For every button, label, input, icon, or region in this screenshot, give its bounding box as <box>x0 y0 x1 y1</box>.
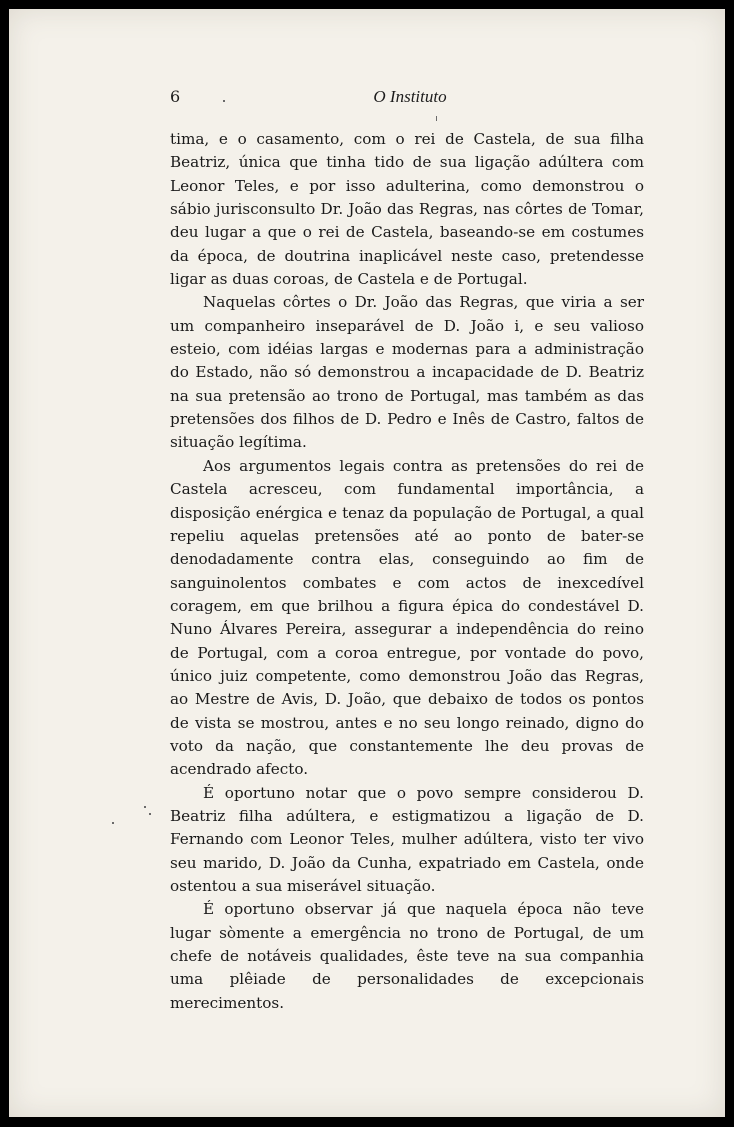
paragraph: Aos argumentos legais contra as pretensões do rei de Castela acresceu, com fundamental importância, a disposição enérgica e tenaz da população de Portugal, a qual repeliu aquelas pretensões até ao ponto de bater-se denodadamente contra elas, conseguindo ao fim de sanguinolentos combates e com actos de inexcedível coragem, em que brilhou a figura épica do condestável D. Nuno Álvares Pereira, assegurar a independência do reino de Portugal, com a coroa entregue, por vontade do povo, único juiz competente, como demonstrou João das Regras, ao Mestre de Avis, D. João, que debaixo de todos os pontos de vista se mostrou, antes e no seu longo reinado, digno do voto da nação, que constantemente lhe deu provas de acendrado afecto. <box>170 456 644 779</box>
scan-speck <box>436 116 437 121</box>
running-title: O Instituto <box>373 87 447 106</box>
paragraph: É oportuno observar já que naquela época não teve lugar sòmente a emergência no trono de Portugal, de um chefe de notáveis qualidades, êste teve na sua companhia uma plêiade de personalidades de excepcionais merecimentos. <box>170 900 644 1012</box>
scan-speck <box>144 806 146 808</box>
paragraph: tima, e o casamento, com o rei de Castela, de sua filha Beatriz, única que tinha tido de sua ligação adúltera com Leonor Teles, e por isso adulterina, como demonstrou o sábio jurisconsulto Dr. João das Regras, nas côrtes de Tomar, deu lugar a que o rei de Castela, baseando-se em costumes da época, de doutrina inaplicável neste caso, pretendesse ligar as duas coroas, de Castela e de Portugal. <box>170 130 644 289</box>
scan-speck <box>149 813 151 815</box>
page-number: 6 <box>170 87 181 106</box>
page-header <box>170 87 644 111</box>
body-text <box>170 128 644 1015</box>
paragraph: É oportuno notar que o povo sempre considerou D. Beatriz filha adúltera, e estigmatizou a ligação de D. Fernando com Leonor Teles, mulher adúltera, visto ter vivo seu marido, D. João da Cunha, expatriado em Castela, onde ostentou a sua miserável situação. <box>170 783 644 895</box>
paragraph: Naquelas côrtes o Dr. João das Regras, que viria a ser um companheiro inseparável de D. João i, e seu valioso esteio, com idéias largas e modernas para a administração do Estado, não só demonstrou a incapacidade de D. Beatriz na sua pretensão ao trono de Portugal, mas também as das pretensões dos filhos de D. Pedro e Inês de Castro, faltos de situação legítima. <box>170 293 644 452</box>
scan-speck <box>112 822 114 824</box>
